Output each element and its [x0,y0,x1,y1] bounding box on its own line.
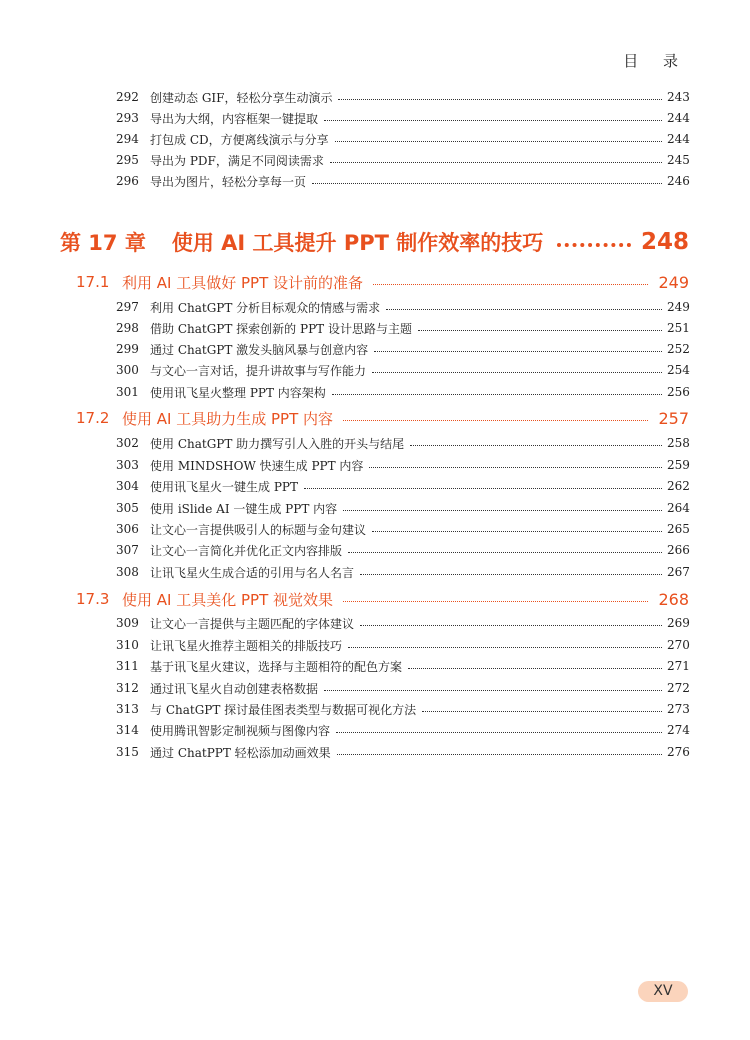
toc-entry[interactable] [116,742,689,762]
entry-number: 307 [116,543,139,557]
entry-page: 254 [667,363,690,377]
dot-leader [343,510,662,511]
dot-leader [360,574,662,575]
entry-title: 与 ChatGPT 探讨最佳图表类型与数据可视化方法 [150,702,417,717]
entry-page: 243 [667,90,690,104]
entry-number: 315 [116,745,139,759]
entry-number: 310 [116,638,139,652]
toc-entry[interactable] [116,129,689,149]
entry-number: 293 [116,111,139,125]
entry-title: 使用讯飞星火整理 PPT 内容架构 [150,385,326,400]
entry-title: 利用 ChatGPT 分析目标观众的情感与需求 [150,300,381,315]
entry-number: 311 [116,659,139,673]
toc-entry[interactable] [116,519,689,539]
entry-title: 使用讯飞星火一键生成 PPT [150,479,298,494]
section-page: 268 [658,589,689,609]
toc-entry[interactable] [116,476,689,496]
entry-title: 导出为图片，轻松分享每一页 [150,174,307,189]
entry-number: 299 [116,342,139,356]
entry-title: 通过 ChatPPT 轻松添加动画效果 [150,745,331,760]
toc-entry[interactable] [116,339,689,359]
dot-leader [324,690,662,691]
toc-entry[interactable] [116,635,689,655]
toc-entry[interactable] [116,87,689,107]
toc-entry[interactable] [116,540,689,560]
entry-page: 251 [667,321,690,335]
dot-leader [335,141,662,142]
section-number: 17.2 [76,409,110,427]
entry-number: 302 [116,436,139,450]
entry-number: 301 [116,385,139,399]
entry-page: 272 [667,681,690,695]
section-number: 17.1 [76,273,110,291]
dot-leader [422,711,662,712]
entry-title: 使用腾讯智影定制视频与图像内容 [150,723,331,738]
toc-header: 目 录 [623,52,688,70]
entry-page: 249 [667,300,690,314]
toc-entry[interactable] [116,108,689,128]
dot-leader [410,445,662,446]
toc-entry[interactable] [116,455,689,475]
dot-leader [373,284,648,285]
entry-number: 295 [116,153,139,167]
entry-page: 266 [667,543,690,557]
entry-page: 252 [667,342,690,356]
dot-leader [348,552,662,553]
entry-title: 让文心一言简化并优化正文内容排版 [150,543,343,558]
section-heading[interactable] [76,270,689,294]
entry-page: 265 [667,522,690,536]
entry-title: 让讯飞星火推荐主题相关的排版技巧 [150,638,343,653]
entry-number: 303 [116,458,139,472]
chapter-heading[interactable] [60,227,689,257]
entry-page: 271 [667,659,690,673]
dot-leader [336,732,662,733]
section-page: 257 [658,408,689,428]
entry-title: 使用 ChatGPT 助力撰写引人入胜的开头与结尾 [150,436,405,451]
entry-page: 245 [667,153,690,167]
entry-number: 306 [116,522,139,536]
toc-entry[interactable] [116,699,689,719]
entry-page: 274 [667,723,690,737]
dot-leader [372,531,662,532]
entry-number: 297 [116,300,139,314]
toc-entry[interactable] [116,613,689,633]
toc-entry[interactable] [116,150,689,170]
section-page: 249 [658,272,689,292]
dot-leader [312,183,662,184]
toc-entry[interactable] [116,360,689,380]
entry-title: 通过 ChatGPT 激发头脑风暴与创意内容 [150,342,369,357]
entry-page: 256 [667,385,690,399]
entry-number: 296 [116,174,139,188]
entry-page: 259 [667,458,690,472]
chapter-number: 第 17 章 [60,231,146,255]
dot-leader [386,309,662,310]
entry-title: 让文心一言提供吸引人的标题与金句建议 [150,522,367,537]
entry-page: 276 [667,745,690,759]
dot-leader [369,467,662,468]
dot-leader [337,754,662,755]
entry-title: 通过讯飞星火自动创建表格数据 [150,681,319,696]
section-heading[interactable] [76,406,689,430]
entry-page: 258 [667,436,690,450]
dot-leader [360,625,662,626]
dot-leader [304,488,662,489]
entry-title: 打包成 CD，方便离线演示与分享 [150,132,329,147]
entry-number: 294 [116,132,139,146]
page-number-badge: XV [638,981,688,1002]
entry-title: 基于讯飞星火建议，选择与主题相符的配色方案 [150,659,403,674]
entry-page: 270 [667,638,690,652]
chapter-page: 248 [640,229,689,255]
entry-number: 308 [116,565,139,579]
dot-leader [330,162,662,163]
entry-number: 314 [116,723,139,737]
toc-entry[interactable] [116,318,689,338]
entry-number: 304 [116,479,139,493]
dot-leader [374,351,662,352]
entry-page: 246 [667,174,690,188]
toc-entry[interactable] [116,171,689,191]
entry-number: 298 [116,321,139,335]
dot-leader [557,243,631,247]
dot-leader [332,394,662,395]
entry-title: 创建动态 GIF，轻松分享生动演示 [150,90,333,105]
entry-page: 244 [667,132,690,146]
dot-leader [372,372,662,373]
entry-number: 292 [116,90,139,104]
entry-number: 313 [116,702,139,716]
toc-entry[interactable] [116,720,689,740]
entry-page: 264 [667,501,690,515]
entry-page: 262 [667,479,690,493]
section-heading[interactable] [76,587,689,611]
toc-entry[interactable] [116,297,689,317]
dot-leader [348,647,662,648]
dot-leader [324,120,662,121]
dot-leader [418,330,662,331]
entry-page: 269 [667,616,690,630]
entry-title: 借助 ChatGPT 探索创新的 PPT 设计思路与主题 [150,321,412,336]
toc-entry[interactable] [116,498,689,518]
entry-title: 使用 iSlide AI 一键生成 PPT 内容 [150,501,338,516]
toc-entry[interactable] [116,656,689,676]
entry-number: 300 [116,363,139,377]
entry-page: 244 [667,111,690,125]
entry-title: 与文心一言对话，提升讲故事与写作能力 [150,363,367,378]
entry-number: 305 [116,501,139,515]
dot-leader [338,99,662,100]
toc-entry[interactable] [116,382,689,402]
entry-number: 312 [116,681,139,695]
section-title: 使用 AI 工具助力生成 PPT 内容 [122,409,334,428]
toc-entry[interactable] [116,562,689,582]
entry-page: 273 [667,702,690,716]
entry-title: 使用 MINDSHOW 快速生成 PPT 内容 [150,458,364,473]
section-number: 17.3 [76,590,110,608]
toc-entry[interactable] [116,433,689,453]
dot-leader [343,601,648,602]
section-title: 使用 AI 工具美化 PPT 视觉效果 [122,590,334,609]
entry-title: 让讯飞星火生成合适的引用与名人名言 [150,565,355,580]
entry-title: 导出为大纲，内容框架一键提取 [150,111,319,126]
entry-page: 267 [667,565,690,579]
dot-leader [343,420,648,421]
entry-title: 导出为 PDF，满足不同阅读需求 [150,153,324,168]
entry-number: 309 [116,616,139,630]
dot-leader [408,668,662,669]
chapter-title: 使用 AI 工具提升 PPT 制作效率的技巧 [171,231,544,255]
section-title: 利用 AI 工具做好 PPT 设计前的准备 [122,273,364,292]
toc-entry[interactable] [116,678,689,698]
entry-title: 让文心一言提供与主题匹配的字体建议 [150,616,355,631]
